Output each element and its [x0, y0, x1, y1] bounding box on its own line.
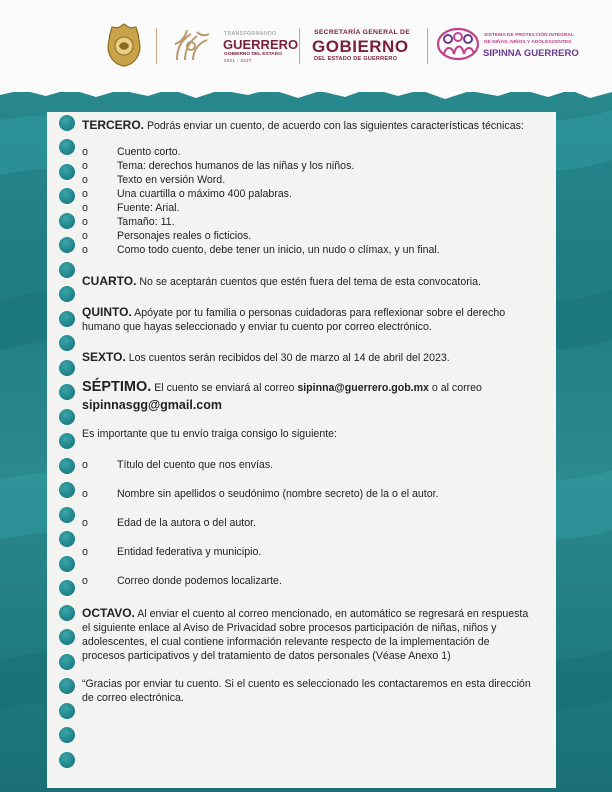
binder-dot [59, 654, 75, 670]
binder-dot [59, 311, 75, 327]
binder-dot [59, 384, 75, 400]
gracias-text: “Gracias por enviar tu cuento. Si el cuento es seleccionado les contactaremos en esta dirección de correo electrónica. [82, 678, 531, 704]
section-sexto [82, 350, 534, 365]
logo2-sub: GOBIERNO DEL ESTADO [224, 52, 282, 57]
binder-dot [59, 531, 75, 547]
list-item: o Cuento corto. [82, 146, 181, 158]
logo4-main: SIPINNA GUERRERO [483, 48, 579, 59]
binder-dots [59, 110, 81, 790]
binder-dot [59, 458, 75, 474]
binder-dot [59, 703, 75, 719]
binder-dot [59, 409, 75, 425]
septimo-text1: El cuento se enviará al correo [151, 382, 298, 394]
cuarto-label: CUARTO. [82, 274, 137, 288]
binder-dot [59, 115, 75, 131]
cuarto-text: No se aceptarán cuentos que estén fuera del tema de esta convocatoria. [136, 276, 481, 288]
email-link-gmail[interactable]: sipinnasgg@gmail.com [82, 398, 222, 412]
section-cuarto [82, 274, 534, 289]
sexto-label: SEXTO. [82, 350, 126, 364]
quinto-text: Apóyate por tu familia o personas cuidadoras para reflexionar sobre el derecho humano que hayas seleccionado y enviar tu cuento por correo electrónico. [82, 307, 506, 333]
logo2-top: TRANSFORMANDO [224, 31, 277, 37]
binder-dot [59, 629, 75, 645]
septimo-label: SÉPTIMO. [82, 379, 152, 395]
list-item: o Texto en versión Word. [82, 174, 226, 186]
logo2-main: GUERRERO [223, 37, 299, 52]
octavo-label: OCTAVO. [82, 606, 135, 620]
section-quinto [82, 305, 534, 334]
list-item: o Fuente: Arial. [82, 202, 180, 214]
list-item: o Tema: derechos humanos de las niñas y los niños. [82, 160, 355, 172]
binder-dot [59, 727, 75, 743]
binder-dot [59, 213, 75, 229]
binder-dot [59, 482, 75, 498]
list-item: o Entidad federativa y municipio. [82, 546, 262, 558]
logo3-sub: DEL ESTADO DE GUERRERO [314, 56, 398, 62]
tercero-list [82, 145, 534, 257]
octavo-text: Al enviar el cuento al correo mencionado, en automático se regresará en respuesta el siguiente enlace al Aviso de Privacidad sobre procesos participación de niñas, niños y adolescentes, el cual contiene información relevante respecto de la implementación de procesos participativos y del tratamiento de datos personales (Véase Anexo 1) [82, 608, 529, 662]
list-item: o Nombre sin apellidos o seudónimo (nombre secreto) de la o el autor. [82, 488, 439, 500]
sipinna-logo-icon [436, 26, 480, 62]
binder-dot [59, 678, 75, 694]
sexto-text: Los cuentos serán recibidos del 30 de marzo al 14 de abril del 2023. [125, 352, 450, 364]
binder-dot [59, 360, 75, 376]
binder-dot [59, 580, 75, 596]
state-shield-icon [106, 22, 142, 68]
list-item: o Edad de la autora o del autor. [82, 517, 257, 529]
list-item: o Una cuartilla o máximo 400 palabras. [82, 188, 292, 200]
septimo-text2: o al correo [428, 382, 482, 394]
importante-text: Es importante que tu envío traiga consigo lo siguiente: [82, 428, 337, 440]
tercero-label: TERCERO. [82, 118, 145, 132]
binder-dot [59, 139, 75, 155]
logo4-line1: SISTEMA DE PROTECCIÓN INTEGRAL [484, 33, 575, 38]
section-octavo [82, 606, 534, 663]
list-item: o Tamaño: 11. [82, 216, 175, 228]
logo4-line2: DE NIÑAS, NIÑOS Y ADOLESCENTES [484, 40, 572, 45]
email-link-sipinna[interactable]: sipinna@guerrero.gob.mx [297, 382, 429, 394]
binder-dot [59, 188, 75, 204]
binder-dot [59, 286, 75, 302]
quinto-label: QUINTO. [82, 305, 132, 319]
tercero-text: Podrás enviar un cuento, de acuerdo con las siguientes características técnicas: [144, 120, 524, 132]
section-tercero [82, 118, 534, 133]
section-septimo [82, 379, 534, 415]
binder-dot [59, 433, 75, 449]
binder-dot [59, 164, 75, 180]
binder-dot [59, 752, 75, 768]
logo-bar [0, 0, 612, 92]
list-item: o Como todo cuento, debe tener un inicio, un nudo o clímax, y un final. [82, 244, 440, 256]
binder-dot [59, 556, 75, 572]
list-item: o Correo donde podemos localizarte. [82, 575, 282, 587]
list-item: o Personajes reales o ficticios. [82, 230, 252, 242]
binder-dot [59, 507, 75, 523]
list-item: o Título del cuento que nos envías. [82, 459, 274, 471]
binder-dot [59, 237, 75, 253]
binder-dot [59, 335, 75, 351]
logo3-top: SECRETARÍA GENERAL DE [314, 29, 411, 36]
document-content [82, 118, 534, 705]
guerrero-emblem-icon [171, 24, 213, 64]
logo2-years: 2021 - 2027 [224, 58, 252, 63]
envio-list [82, 451, 534, 596]
binder-dot [59, 605, 75, 621]
binder-dot [59, 262, 75, 278]
logo3-main: GOBIERNO [312, 37, 409, 56]
